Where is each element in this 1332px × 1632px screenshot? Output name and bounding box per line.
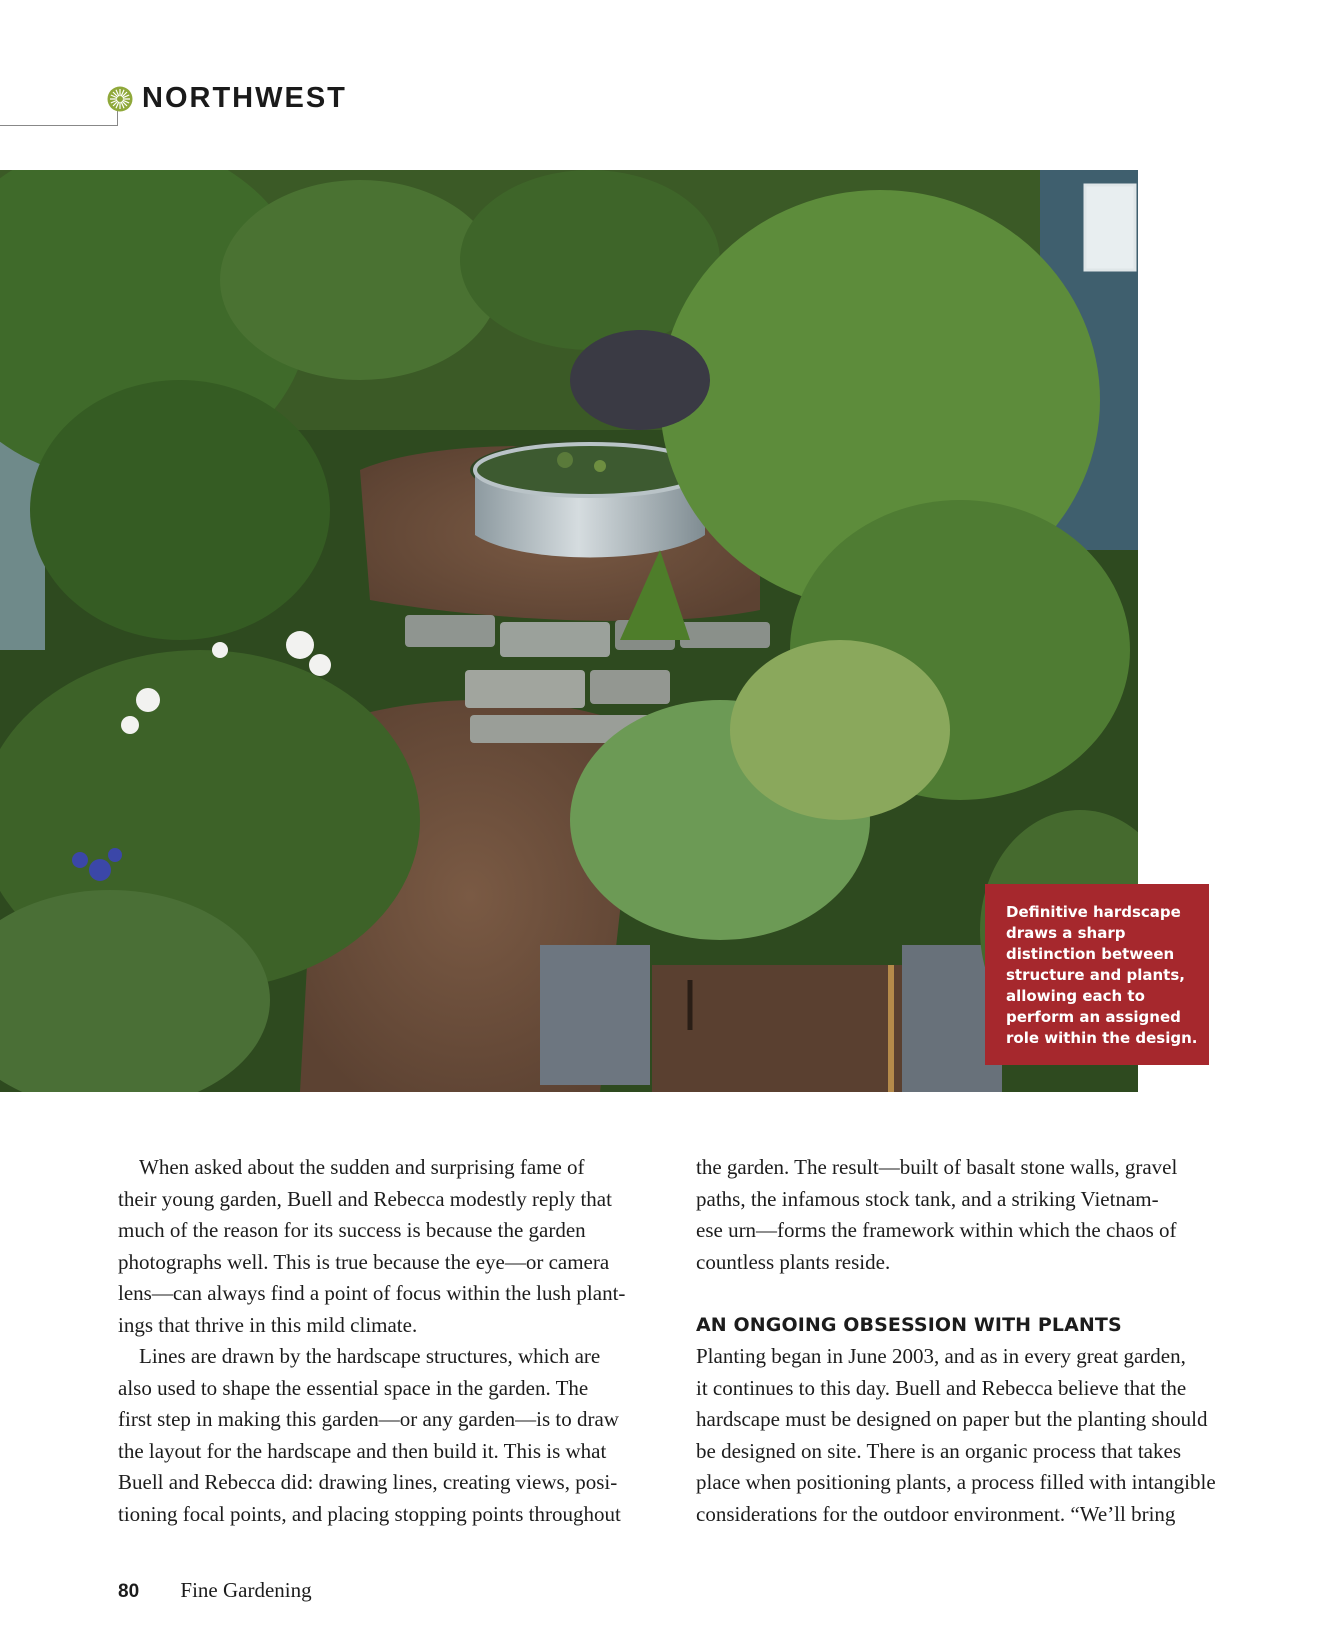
body-line: first step in making this garden—or any garden—is to draw (118, 1407, 619, 1431)
garden-photo (0, 170, 1138, 1092)
body-line: photographs well. This is true because the eye—or camera (118, 1249, 610, 1274)
body-line: Lines are drawn by the hardscape structures, which are (118, 1344, 601, 1368)
body-line: tioning focal points, and placing stopping points throughout (118, 1501, 621, 1526)
caption-line: allowing each to (1006, 987, 1145, 1005)
body-line: Planting began in June 2003, and as in every great garden, (696, 1344, 1186, 1368)
caption-line: structure and plants, (1006, 966, 1185, 984)
caption-line: Definitive hardscape (1006, 903, 1181, 921)
caption-text (1006, 902, 1198, 1049)
garden-photo-illustration (0, 170, 1138, 1092)
body-line: paths, the infamous stock tank, and a striking Vietnam- (696, 1186, 1159, 1211)
body-line: hardscape must be designed on paper but the planting should (696, 1407, 1208, 1431)
body-line: place when positioning plants, a process filled with intangible (696, 1470, 1216, 1494)
body-line: it continues to this day. Buell and Rebecca believe that the (696, 1375, 1187, 1400)
caption-line: role within the design. (1006, 1029, 1198, 1047)
body-column-right (696, 1152, 1256, 1530)
header-rule (0, 125, 118, 126)
body-line: their young garden, Buell and Rebecca modestly reply that (118, 1186, 612, 1211)
paragraph-spacer (696, 1278, 1256, 1310)
body-line: much of the reason for its success is because the garden (118, 1218, 586, 1242)
caption-line: distinction between (1006, 945, 1175, 963)
body-line: the garden. The result—built of basalt stone walls, gravel (696, 1155, 1178, 1179)
body-line: countless plants reside. (696, 1249, 891, 1274)
body-line: also used to shape the essential space in the garden. The (118, 1375, 589, 1400)
body-line: the layout for the hardscape and then build it. This is what (118, 1438, 607, 1463)
caption-line: perform an assigned (1006, 1008, 1181, 1026)
header-rule-tick (117, 110, 118, 126)
body-line: ings that thrive in this mild climate. (118, 1312, 418, 1337)
page-number: 80 (118, 1581, 140, 1602)
publication-name: Fine Gardening (180, 1578, 312, 1602)
section-subhead: AN ONGOING OBSESSION WITH PLANTS (696, 1313, 1122, 1336)
photo-caption (985, 884, 1209, 1065)
body-line: lens—can always find a point of focus within the lush plant- (118, 1281, 626, 1305)
sunburst-icon (107, 86, 133, 112)
body-line: Buell and Rebecca did: drawing lines, creating views, posi- (118, 1470, 618, 1494)
body-line: considerations for the outdoor environment. “We’ll bring (696, 1501, 1176, 1526)
section-title: NORTHWEST (142, 82, 347, 114)
body-line: be designed on site. There is an organic process that takes (696, 1438, 1181, 1463)
body-line: When asked about the sudden and surprising fame of (118, 1155, 585, 1179)
body-column-left (118, 1152, 663, 1530)
page-footer (118, 1578, 312, 1603)
body-line: ese urn—forms the framework within which the chaos of (696, 1218, 1177, 1242)
caption-line: draws a sharp (1006, 924, 1126, 942)
section-header (0, 80, 400, 128)
